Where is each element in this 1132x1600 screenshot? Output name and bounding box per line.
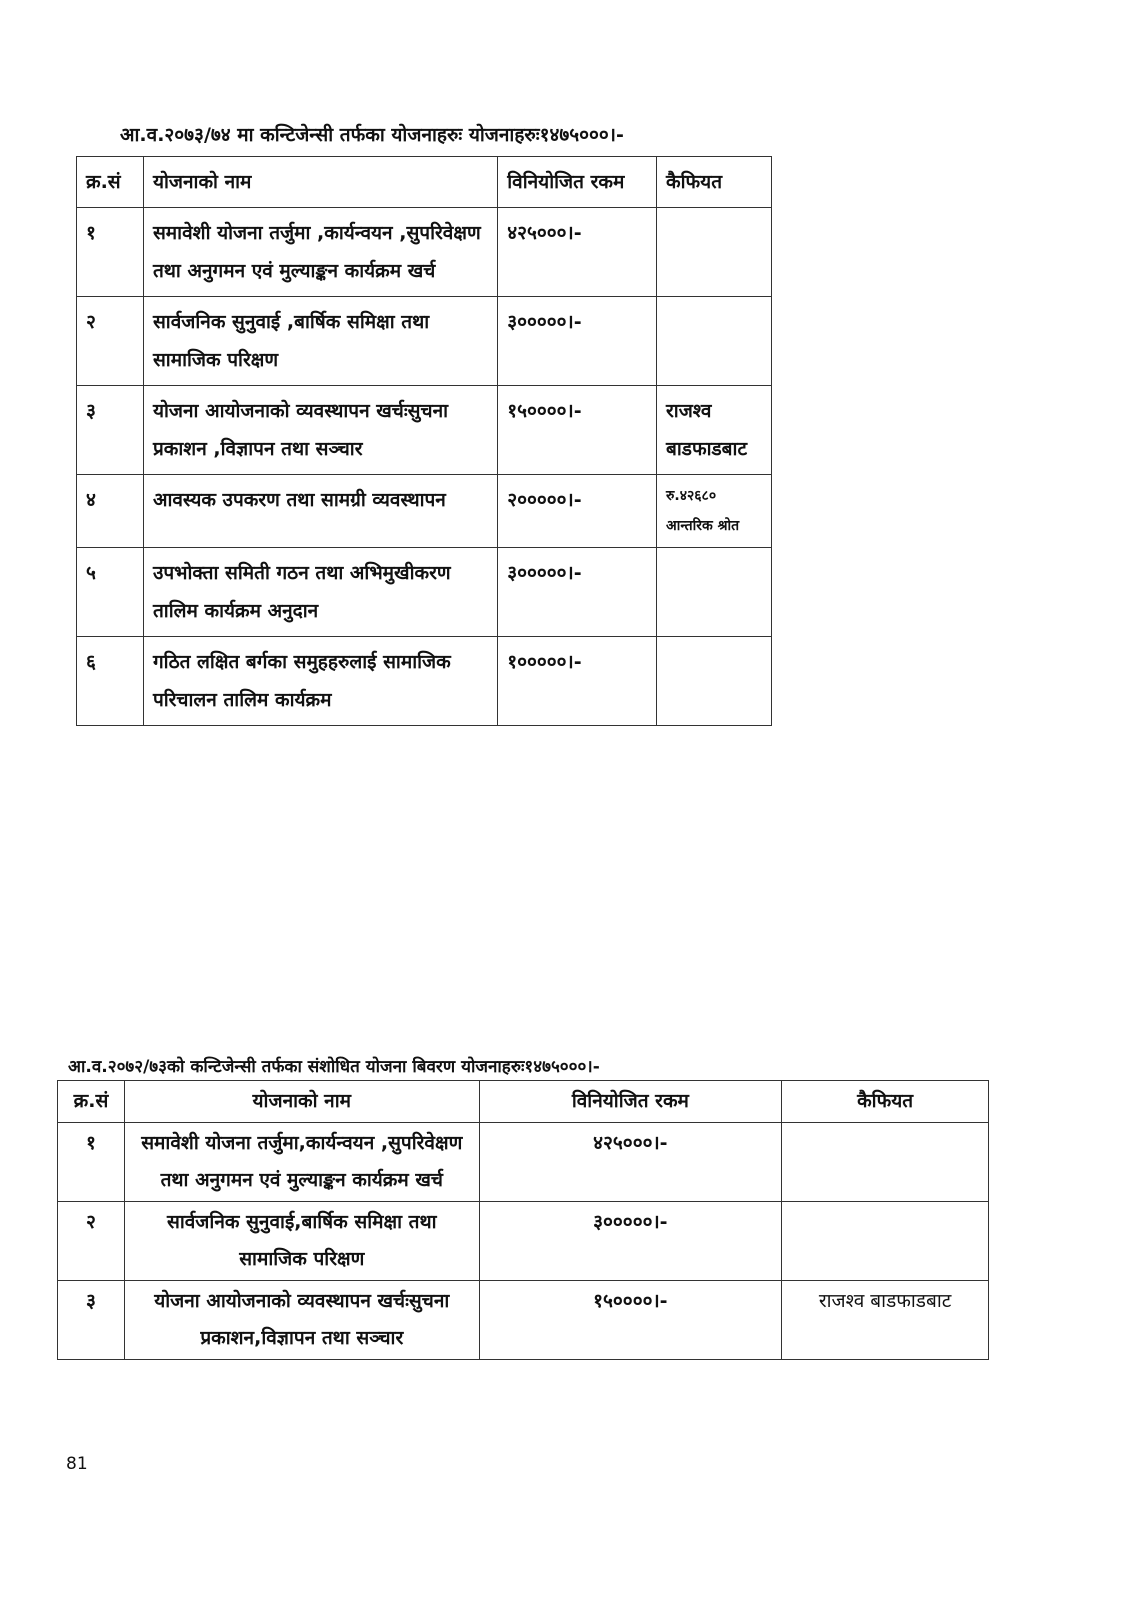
cell-remark: रु.४२६८० आन्तरिक श्रोत (657, 475, 772, 548)
cell-sn: १ (77, 208, 144, 297)
table-row (77, 548, 772, 637)
cell-sn: ५ (77, 548, 144, 637)
cell-plan-name: समावेशी योजना तर्जुमा ,कार्यन्वयन ,सुपरिवेक्षण तथा अनुगमन एवं मुल्याङ्कन कार्यक्रम खर्च (143, 208, 497, 297)
cell-amount: ३०००००।- (498, 548, 657, 637)
cell-amount: १०००००।- (498, 637, 657, 726)
cell-plan-name: समावेशी योजना तर्जुमा,कार्यन्वयन ,सुपरिवेक्षण तथा अनुगमन एवं मुल्याङ्कन कार्यक्रम खर्च (124, 1123, 479, 1202)
header-plan-name: योजनाको नाम (124, 1081, 479, 1123)
cell-remark (782, 1123, 989, 1202)
contingency-plans-table-2073-74 (76, 156, 772, 726)
header-remark: कैफियत (657, 157, 772, 208)
revised-contingency-plans-table-2072-73 (57, 1080, 989, 1360)
cell-remark (657, 208, 772, 297)
cell-remark (657, 637, 772, 726)
cell-amount: १५००००।- (498, 386, 657, 475)
cell-remark: राजश्व बाडफाडबाट (782, 1281, 989, 1360)
cell-amount: ४२५०००।- (479, 1123, 782, 1202)
cell-remark (782, 1202, 989, 1281)
cell-sn: २ (77, 297, 144, 386)
cell-amount: ३०००००।- (479, 1202, 782, 1281)
header-remark: कैफियत (782, 1081, 989, 1123)
cell-plan-name: गठित लक्षित बर्गका समुहहरुलाई सामाजिक परिचालन तालिम कार्यक्रम (143, 637, 497, 726)
cell-amount: ४२५०००।- (498, 208, 657, 297)
cell-plan-name: सार्वजनिक सुनुवाई,बार्षिक समिक्षा तथा सामाजिक परिक्षण (124, 1202, 479, 1281)
table-row (77, 208, 772, 297)
header-sn: क्र.सं (77, 157, 144, 208)
table1-caption: आ.व.२०७३/७४ मा कन्टिजेन्सी तर्फका योजनाहरुः योजनाहरुः१४७५०००।- (120, 124, 624, 146)
cell-remark (657, 548, 772, 637)
cell-sn: ४ (77, 475, 144, 548)
table-row (58, 1202, 989, 1281)
cell-sn: १ (58, 1123, 125, 1202)
cell-plan-name: सार्वजनिक सुनुवाई ,बार्षिक समिक्षा तथा सामाजिक परिक्षण (143, 297, 497, 386)
cell-plan-name: उपभोक्ता समिती गठन तथा अभिमुखीकरण तालिम कार्यक्रम अनुदान (143, 548, 497, 637)
table-row (77, 386, 772, 475)
header-amount: विनियोजित रकम (479, 1081, 782, 1123)
table2-caption: आ.व.२०७२/७३को कन्टिजेन्सी तर्फका संशोधित योजना बिवरण योजनाहरुः१४७५०००।- (68, 1057, 600, 1077)
cell-sn: ३ (77, 386, 144, 475)
table-row (77, 475, 772, 548)
cell-amount: १५००००।- (479, 1281, 782, 1360)
table-row (58, 1123, 989, 1202)
cell-sn: ६ (77, 637, 144, 726)
header-amount: विनियोजित रकम (498, 157, 657, 208)
page-number: 81 (66, 1454, 88, 1474)
cell-remark (657, 297, 772, 386)
table-row (77, 637, 772, 726)
header-plan-name: योजनाको नाम (143, 157, 497, 208)
cell-plan-name: योजना आयोजनाको व्यवस्थापन खर्चःसुचना प्रकाशन ,विज्ञापन तथा सञ्चार (143, 386, 497, 475)
table-row (58, 1281, 989, 1360)
cell-sn: ३ (58, 1281, 125, 1360)
cell-amount: ३०००००।- (498, 297, 657, 386)
table-header-row (77, 157, 772, 208)
cell-remark: राजश्व बाडफाडबाट (657, 386, 772, 475)
cell-plan-name: आवस्यक उपकरण तथा सामग्री व्यवस्थापन (143, 475, 497, 548)
header-sn: क्र.सं (58, 1081, 125, 1123)
table-header-row (58, 1081, 989, 1123)
cell-sn: २ (58, 1202, 125, 1281)
cell-plan-name: योजना आयोजनाको व्यवस्थापन खर्चःसुचना प्रकाशन,विज्ञापन तथा सञ्चार (124, 1281, 479, 1360)
cell-amount: २०००००।- (498, 475, 657, 548)
table-row (77, 297, 772, 386)
